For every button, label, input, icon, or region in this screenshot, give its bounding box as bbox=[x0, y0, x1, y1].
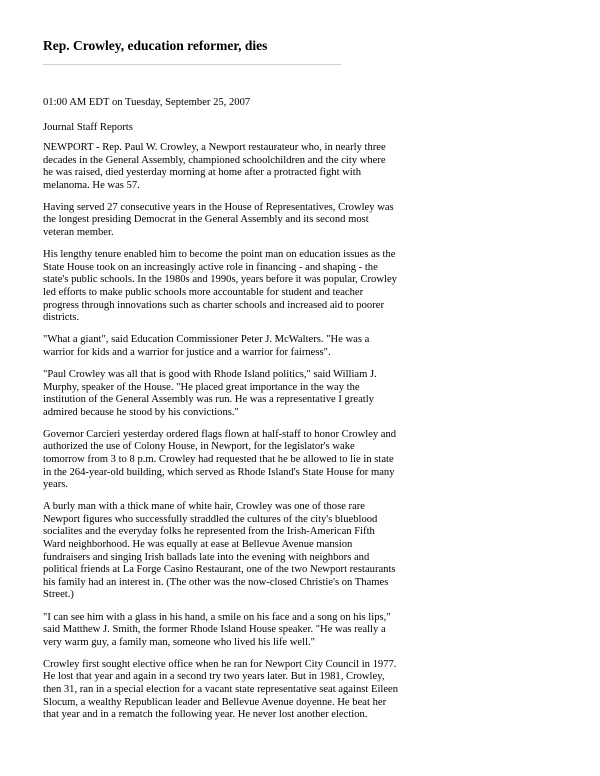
article-body bbox=[43, 142, 563, 731]
article-paragraph: "Paul Crowley was all that is good with Rhode Island politics," said William J. Murphy, speaker of the House. "He placed great importance in the way the institution of the General Assembly was run. He was a representative I greatly admired because he stood by his convictions." bbox=[43, 368, 377, 418]
article-headline: Rep. Crowley, education reformer, dies bbox=[43, 38, 268, 53]
article-timestamp: 01:00 AM EDT on Tuesday, September 25, 2007 bbox=[43, 97, 251, 108]
article-page bbox=[43, 38, 563, 721]
article-paragraph: Having served 27 consecutive years in the House of Representatives, Crowley was the longest presiding Democrat in the General Assembly and its second most veteran member. bbox=[43, 201, 394, 239]
article-paragraph: "What a giant", said Education Commissioner Peter J. McWalters. "He was a warrior for kids and a warrior for justice and a warrior for fairness". bbox=[43, 334, 370, 358]
article-paragraph: NEWPORT - Rep. Paul W. Crowley, a Newport restaurateur who, in nearly three decades in the General Assembly, championed schoolchildren and the city where he was raised, died yesterday morning at home after a protracted fight with melanoma. He was 57. bbox=[43, 142, 386, 191]
article-paragraph: Crowley first sought elective office when he ran for Newport City Council in 1977. He lost that year and again in a second try two years later. But in 1981, Crowley, then 31, ran in a special election for a vacant state representative seat against Eileen Slocum, a wealthy Republican leader and Bellevue Avenue doyenne. He beat her that year and in a rematch the following year. He never lost another election. bbox=[43, 658, 399, 721]
article-byline: Journal Staff Reports bbox=[43, 122, 133, 133]
headline-divider bbox=[43, 64, 341, 65]
article-paragraph: A burly man with a thick mane of white hair, Crowley was one of those rare Newport figures who successfully straddled the cultures of the city's blueblood socialites and the everyday folks he represented from the Irish-American Fifth Ward neighborhood. He was equally at ease at Bellevue Avenue mansion fundraisers and singing Irish ballads late into the evening with neighbors and political friends at La Forge Casino Restaurant, one of the two Newport restaurants his family had an interest in. (The other was the now-closed Christie's on Thames Street.) bbox=[43, 501, 396, 601]
article-paragraph: Governor Carcieri yesterday ordered flags flown at half-staff to honor Crowley and authorized the use of Colony House, in Newport, for the legislator's wake tomorrow from 3 to 8 p.m. Crowley had requested that he be allowed to lie in state in the 264-year-old building, which served as Rhode Island's State House for many years. bbox=[43, 428, 397, 491]
article-paragraph: His lengthy tenure enabled him to become the point man on education issues as the State House took on an increasingly active role in financing - and shaping - the state's public schools. In the 1980s and 1990s, years before it was popular, Crowley led efforts to make public schools more accountable for student and teacher progress through innovations such as charter schools and increased aid to poorer districts. bbox=[43, 249, 397, 324]
article-paragraph: "I can see him with a glass in his hand, a smile on his face and a song on his lips," said Matthew J. Smith, the former Rhode Island House speaker. "He was really a very warm guy, a family man, someone who lived his life well." bbox=[43, 611, 391, 648]
